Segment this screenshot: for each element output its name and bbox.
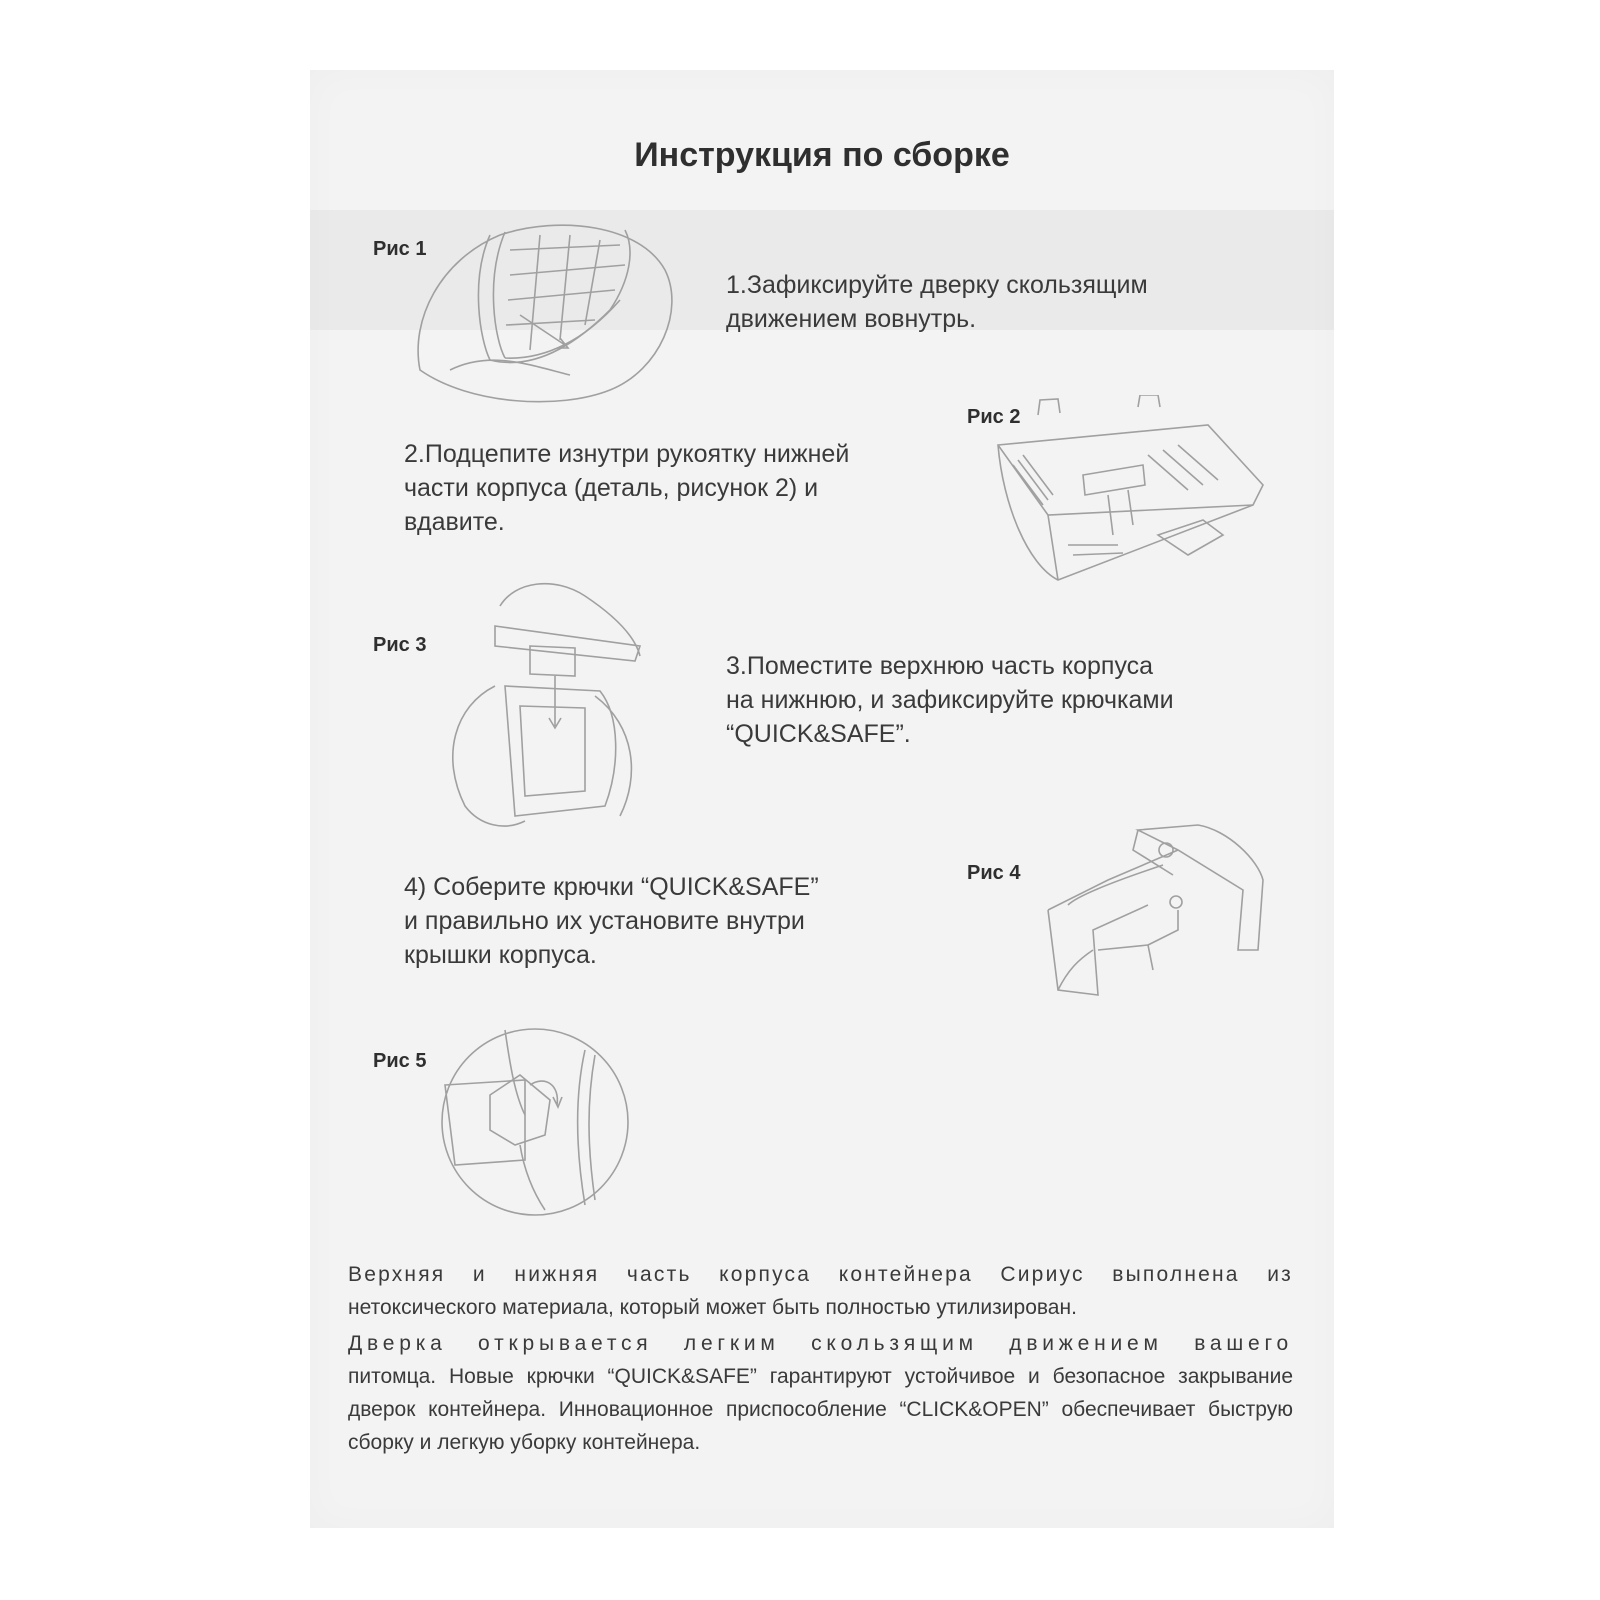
description-p1-line2: нетоксического материала, который может быть полностью утилизирован. [348, 1296, 1077, 1319]
description-paragraph-1 [348, 1258, 1293, 1324]
carrier-bottom-icon [988, 395, 1278, 595]
step-1-text: 1.Зафиксируйте дверку скользящим движением вовнутрь. [726, 271, 1148, 333]
description-p1-line1: Верхняя и нижняя часть корпуса контейнера Сириус выполнена из [348, 1263, 1293, 1286]
figure-2-label: Рис 2 [967, 406, 1021, 428]
page-title: Инструкция по сборке [634, 136, 1010, 174]
step-3-text: 3.Поместите верхнюю часть корпуса на нижнюю, и зафиксируйте крючками “QUICK&SAFE”. [726, 652, 1174, 748]
figure-1-label: Рис 1 [373, 238, 427, 260]
description-p2-line1: Дверка открывается легким скользящим движением вашего [348, 1332, 1293, 1355]
figure-4-label: Рис 4 [967, 862, 1021, 884]
quick-safe-hook-icon [1038, 820, 1278, 1000]
step-4-text: 4) Соберите крючки “QUICK&SAFE” и правильно их установите внутри крышки корпуса. [404, 873, 819, 969]
description-paragraph-2 [348, 1327, 1293, 1459]
instruction-sheet [310, 70, 1334, 1528]
carrier-top-assembly-icon [435, 576, 675, 836]
figure-3-label: Рис 3 [373, 634, 427, 656]
carrier-door-icon [410, 220, 685, 410]
description-p2-body: питомца. Новые крючки “QUICK&SAFE” гарантируют устойчивое и безопасное закрывание дверок контейнера. Инновационное приспособление “CLICK&OPEN” обеспечивает быструю сборку и легкую уборку контейнера. [348, 1365, 1293, 1454]
step-2-text: 2.Подцепите изнутри рукоятку нижней части корпуса (деталь, рисунок 2) и вдавите. [404, 440, 850, 536]
hook-install-icon [435, 1025, 635, 1220]
figure-5-label: Рис 5 [373, 1050, 427, 1072]
